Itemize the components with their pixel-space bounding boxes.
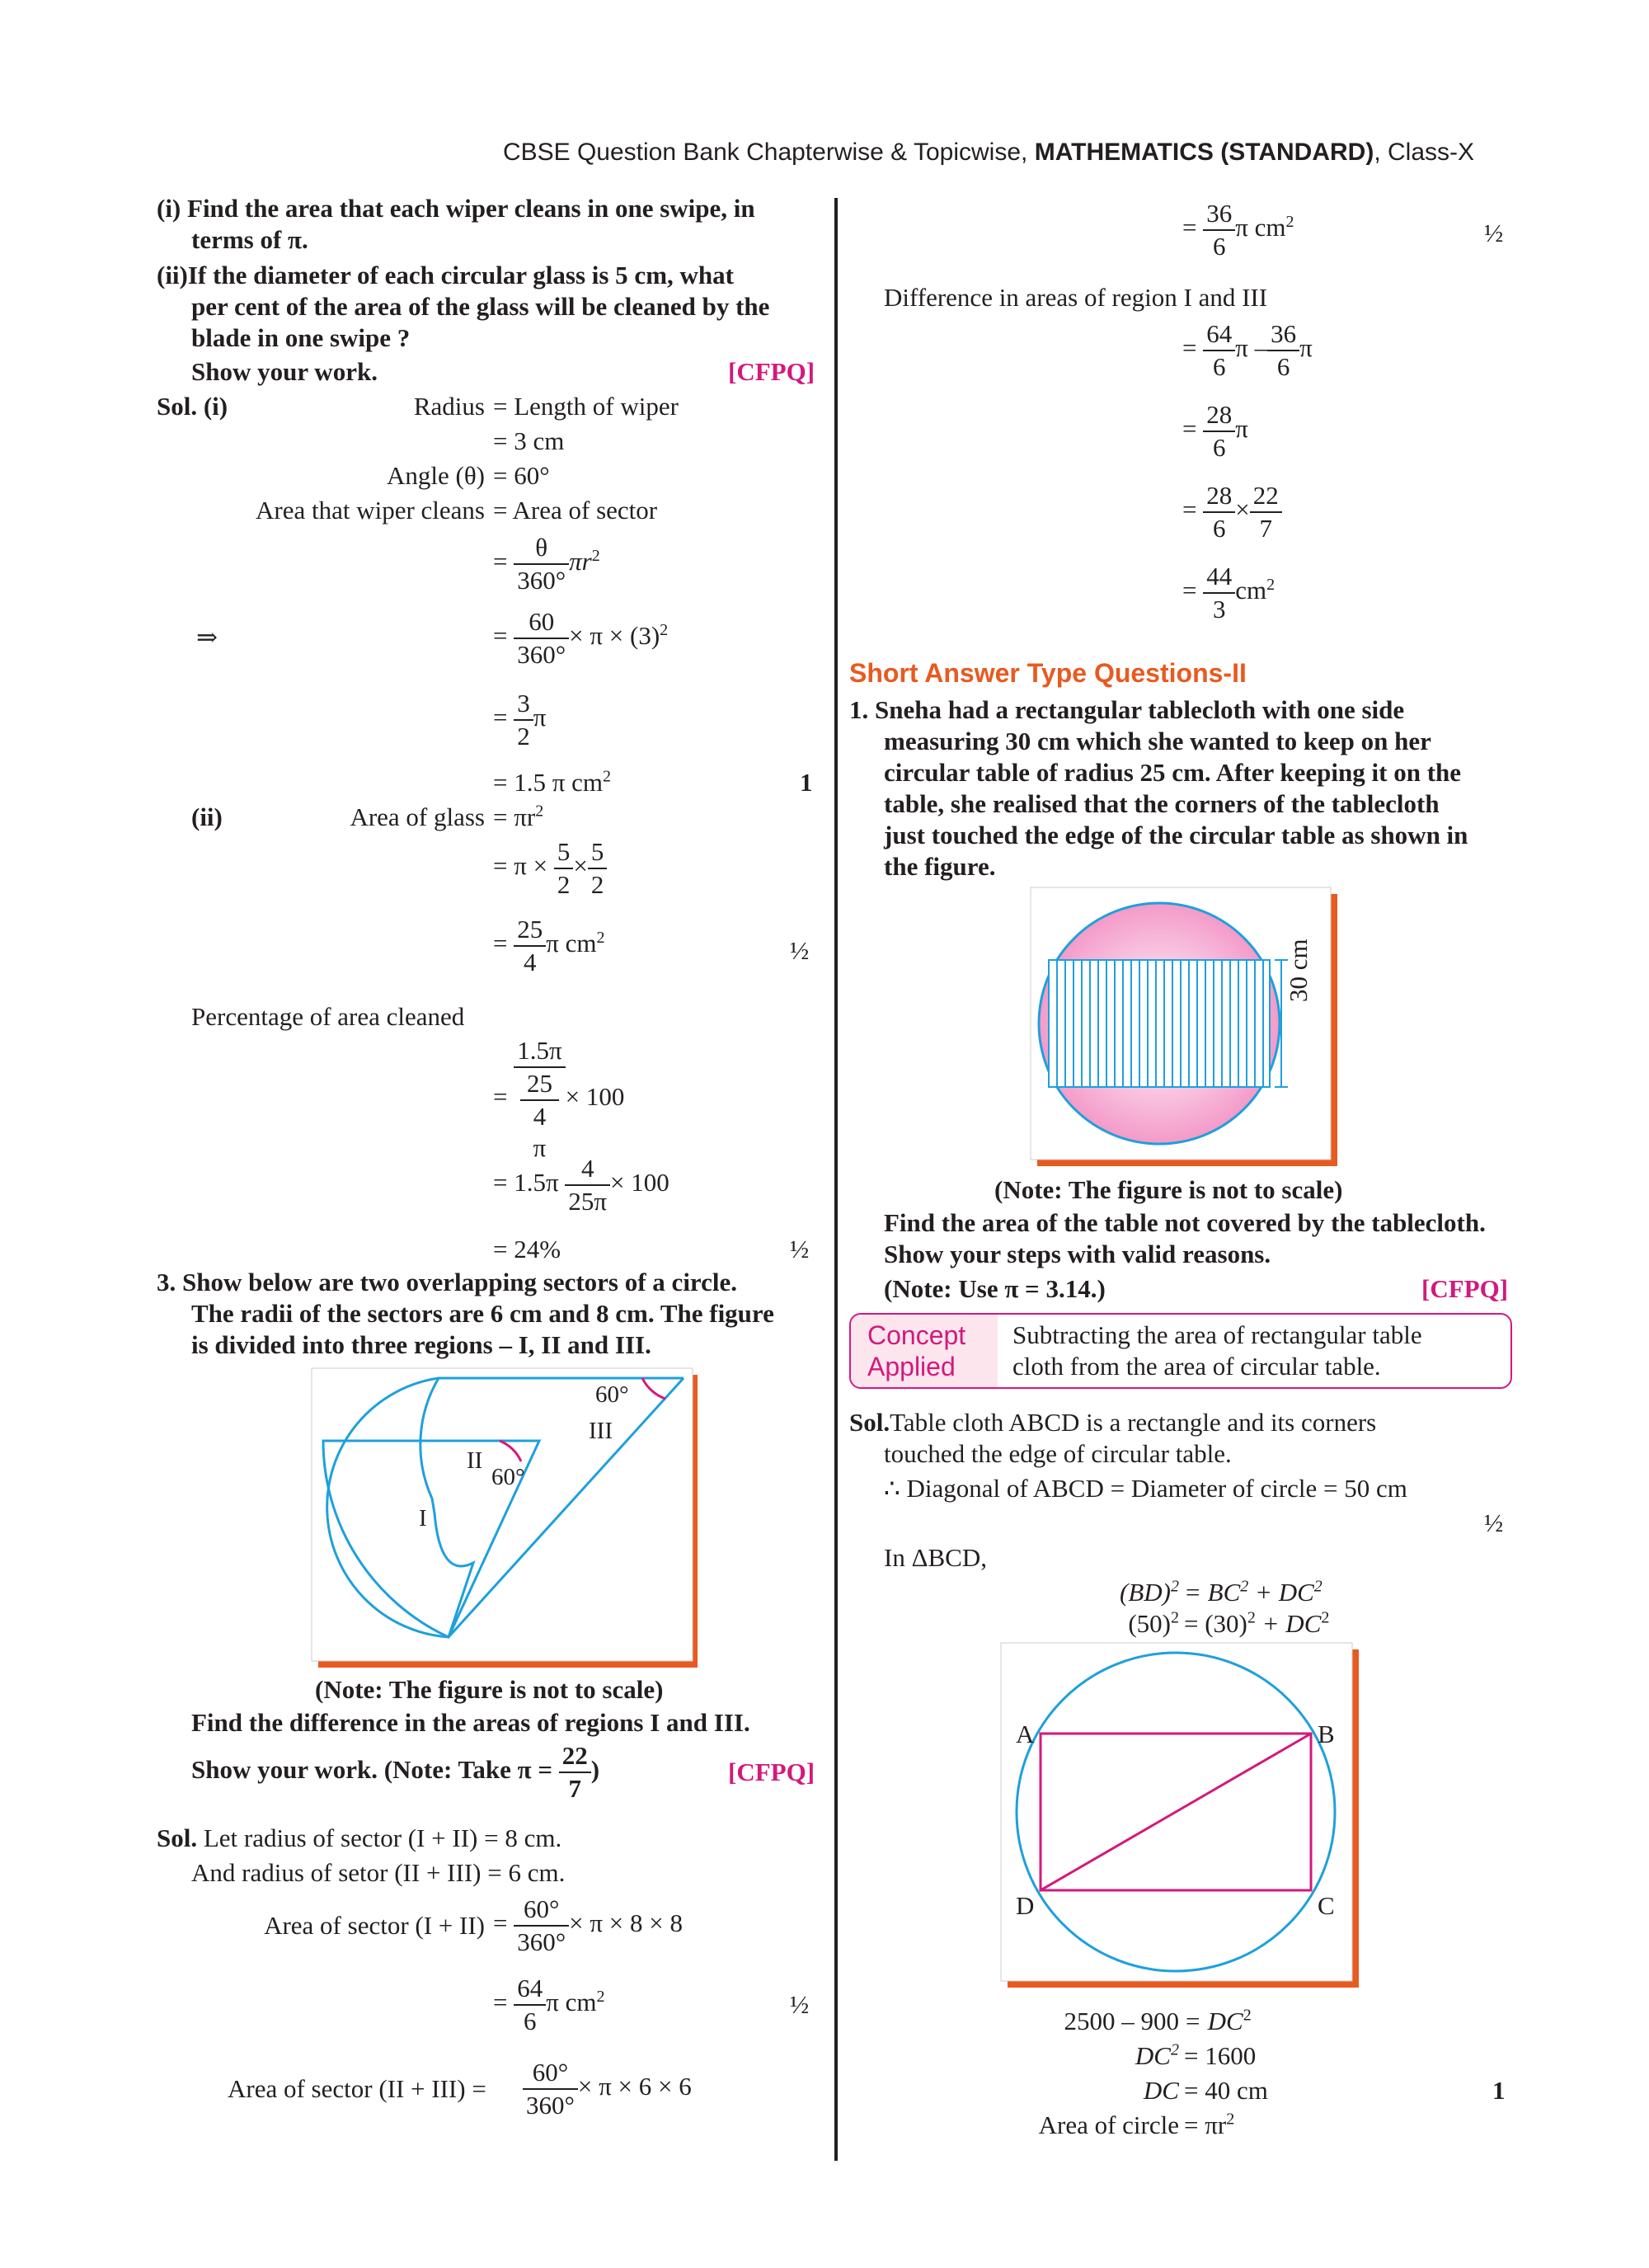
step1-lhs: 2500 – 900: [1064, 2007, 1179, 2035]
pythagoras-rhs: = $BC^2 + DC^2$: [1184, 1577, 1322, 1607]
percentage-calc: = 1.5π 25 4 π × 100: [493, 1036, 625, 1162]
difference-label: Difference in areas of region I and III: [884, 283, 1268, 312]
fraction: $\frac{5}{2}$: [554, 836, 574, 901]
solution-2-line2: And radius of setor (II + III) = 6 cm.: [191, 1858, 566, 1887]
cfpq-tag: [CFPQ]: [1421, 1274, 1509, 1303]
fraction: $\frac{44}{3}$: [1203, 561, 1235, 625]
question-ii-line1: (ii)If the diameter of each circular glass is 5 cm, what: [157, 261, 734, 289]
concept-label: Concept Applied: [851, 1315, 998, 1387]
implies-symbol: ⇒: [196, 623, 218, 652]
step4-lhs: Area of circle: [1038, 2110, 1179, 2139]
fraction: $\frac{64}{6}$: [514, 1973, 546, 2037]
vertex-a: A: [1016, 1720, 1035, 1748]
sectors-figure: [308, 1365, 701, 1670]
fraction: $\frac{4}{25\pi}$: [565, 1153, 610, 1217]
glass-label: Area of glass: [350, 802, 485, 831]
step4-rhs: = $\pi r^2$: [1184, 2110, 1235, 2139]
three-halves: = $\frac{3}{2}$ π: [493, 689, 547, 751]
step3-rhs: = 40 cm: [1184, 2076, 1268, 2105]
fig1-angle-mid: 60°: [491, 1464, 525, 1490]
fraction: $\frac{60}{360^\circ}$: [514, 606, 569, 671]
step3-lhs: DC: [1143, 2076, 1179, 2105]
glass-result: = $\frac{25}{4}$ π $cm^2$: [493, 915, 605, 976]
fraction: $\frac{60^\circ}{360^\circ}$: [523, 2057, 578, 2121]
fraction: $\frac{22}{7}$: [559, 1740, 591, 1805]
question-i-line2: terms of π.: [191, 225, 308, 254]
question-1-line1: 1. Sneha had a rectangular tablecloth with one side: [849, 695, 1405, 724]
area-cleans-label: Area that wiper cleans: [255, 496, 485, 525]
dimension-30cm: 30 cm: [1284, 939, 1313, 1002]
difference-28: = $\frac{28}{6}$ π: [1182, 400, 1248, 462]
fraction: 1.5π 25 4 π: [514, 1035, 565, 1164]
difference-subst: = $\frac{28}{6}$ × $\frac{22}{7}$: [1182, 480, 1282, 544]
fig1-region-iii: III: [589, 1418, 613, 1444]
concept-applied-box: [849, 1313, 1512, 1389]
sector-formula: = $\frac{\theta}{360^\circ}$ $\pi r^2$: [493, 533, 600, 595]
fraction: 25 4: [517, 1068, 561, 1132]
difference-calc: = $\frac{64}{6}$ π – $\frac{36}{6}$ π: [1182, 319, 1313, 381]
subst-lhs: $(50)^2$: [1128, 1608, 1179, 1638]
question-i-line1: (i) Find the area that each wiper cleans in one swipe, in: [157, 194, 755, 223]
question-ii-line3: blade in one swipe ?: [191, 323, 411, 352]
fraction: $\frac{64}{6}$: [1203, 318, 1235, 383]
question-3-line1: 3. Show below are two overlapping sectors of a circle.: [157, 1268, 738, 1296]
sector23-calc: $\frac{60^\circ}{360^\circ}$ × π × 6 × 6: [523, 2057, 692, 2121]
fig1-region-ii: II: [467, 1447, 483, 1474]
cfpq-tag: [CFPQ]: [728, 1757, 815, 1786]
running-header: CBSE Question Bank Chapterwise & Topicwise, MATHEMATICS (STANDARD), Class-X: [502, 139, 1474, 166]
fig1-region-i: I: [419, 1505, 427, 1532]
mark-1: 1: [800, 768, 813, 797]
percentage-result: = 24%: [493, 1235, 561, 1263]
mark-half: ½: [790, 1990, 810, 2019]
fraction: $\frac{28}{6}$: [1203, 480, 1235, 544]
pythagoras-lhs: (BD)$^2$: [1120, 1577, 1179, 1607]
percentage-label: Percentage of area cleaned: [191, 1002, 465, 1031]
percentage-calc2: = 1.5π $\frac{4}{25\pi}$ × 100: [493, 1154, 669, 1216]
solution-line3: ∴ Diagonal of ABCD = Diameter of circle = 50 cm: [884, 1474, 1407, 1503]
vertex-d: D: [1016, 1891, 1035, 1920]
section-heading: Short Answer Type Questions-II: [849, 658, 1247, 688]
question-1-line6: the figure.: [884, 852, 996, 881]
in-triangle: In ΔBCD,: [884, 1543, 987, 1572]
subst-rhs: = $(30)^2 + DC^2$: [1184, 1608, 1330, 1638]
tablecloth-figure: [1029, 886, 1337, 1166]
step2-rhs: = 1600: [1184, 2041, 1257, 2070]
question-1-line5: just touched the edge of the circular table as shown in: [884, 821, 1468, 849]
vertex-c: C: [1318, 1891, 1335, 1920]
mark-half: ½: [790, 1235, 810, 1263]
difference-result: = $\frac{44}{3}$ $cm^2$: [1182, 562, 1276, 623]
concept-text: Subtracting the area of rectangular table cloth from the area of circular table.: [1012, 1320, 1422, 1381]
show-work: Show your work.: [191, 357, 378, 386]
radius-3cm: = 3 cm: [493, 426, 565, 455]
fraction: $\frac{22}{7}$: [1250, 480, 1282, 544]
sector12-label: Area of sector (I + II): [264, 1911, 485, 1940]
find-line1: Find the difference in the areas of regions I and III.: [191, 1708, 750, 1737]
question-3-line2: The radii of the sectors are 6 cm and 8 cm. The figure: [191, 1299, 774, 1328]
step2-lhs: $DC^2$: [1135, 2040, 1179, 2070]
fraction: $\frac{60^\circ}{360^\circ}$: [514, 1894, 569, 1958]
angle-label: Angle (θ): [386, 461, 485, 490]
radius-label: Radius: [413, 392, 485, 421]
find-line1: Find the area of the table not covered by the tablecloth.: [884, 1208, 1486, 1237]
mark-half: ½: [790, 936, 810, 965]
figure-note: (Note: The figure is not to scale): [994, 1175, 1343, 1204]
sector23-result: = $\frac{36}{6}$ π $cm^2$: [1182, 199, 1294, 261]
fraction: $\frac{36}{6}$: [1267, 318, 1299, 383]
solution-line2: touched the edge of circular table.: [884, 1439, 1232, 1468]
fraction: $\frac{25}{4}$: [514, 914, 546, 978]
glass-formula: = $\pi r^2$: [493, 802, 544, 831]
column-divider: [834, 198, 838, 2161]
question-3-line3: is divided into three regions – I, II and III.: [191, 1330, 651, 1359]
solution-label: Sol. (i): [157, 392, 228, 421]
find-line2: Show your steps with valid reasons.: [884, 1240, 1271, 1268]
sector12-result: = $\frac{64}{6}$ π $cm^2$: [493, 1974, 605, 2035]
solution-line1: Sol.Table cloth ABCD is a rectangle and its corners: [849, 1408, 1377, 1437]
question-1-line2: measuring 30 cm which she wanted to keep on her: [884, 727, 1431, 755]
question-ii-line2: per cent of the area of the glass will be cleaned by the: [191, 292, 770, 321]
use-pi-note: (Note: Use π = 3.14.): [884, 1274, 1106, 1303]
fraction: $\frac{3}{2}$: [514, 688, 533, 752]
fraction: $\frac{5}{2}$: [588, 836, 608, 901]
part-ii: (ii): [191, 802, 223, 831]
find-line2: Show your work. (Note: Take π = $\frac{22}{7}$ ): [191, 1741, 600, 1803]
glass-calc: = π × $\frac{5}{2}$ × $\frac{5}{2}$: [493, 836, 607, 901]
fraction: $\frac{\theta}{360^\circ}$: [514, 532, 569, 596]
cfpq-tag: [CFPQ]: [728, 357, 815, 386]
question-1-line4: table, she realised that the corners of the tablecloth: [884, 789, 1440, 818]
figure-note: (Note: The figure is not to scale): [315, 1675, 664, 1704]
sector23-label: Area of sector (II + III) =: [228, 2074, 486, 2103]
sector12-calc: = $\frac{60^\circ}{360^\circ}$ × π × 8 × 8: [493, 1894, 683, 1956]
angle-value: = 60°: [493, 461, 550, 490]
radius-value: = Length of wiper: [493, 392, 679, 421]
solution-2-line1: Sol. Let radius of sector (I + II) = 8 cm.: [157, 1823, 562, 1852]
fraction: $\frac{36}{6}$: [1203, 198, 1235, 262]
sector-calc: = $\frac{60}{360^\circ}$ × $\pi \times (3)^2$: [493, 607, 669, 669]
fig1-angle-top: 60°: [595, 1381, 629, 1408]
rectangle-circle-figure: [999, 1641, 1359, 1988]
mark-1: 1: [1492, 2076, 1506, 2105]
question-1-line3: circular table of radius 25 cm. After keeping it on the: [884, 758, 1462, 787]
fraction: $\frac{28}{6}$: [1203, 399, 1235, 463]
mark-half: ½: [1484, 1508, 1504, 1537]
step1-rhs: = $DC^2$: [1184, 2006, 1252, 2035]
mark-half: ½: [1484, 219, 1504, 247]
area-sector: = Area of sector: [493, 496, 658, 525]
result-15pi: = 1.5 π $cm^2$: [493, 767, 612, 797]
vertex-b: B: [1318, 1720, 1335, 1748]
